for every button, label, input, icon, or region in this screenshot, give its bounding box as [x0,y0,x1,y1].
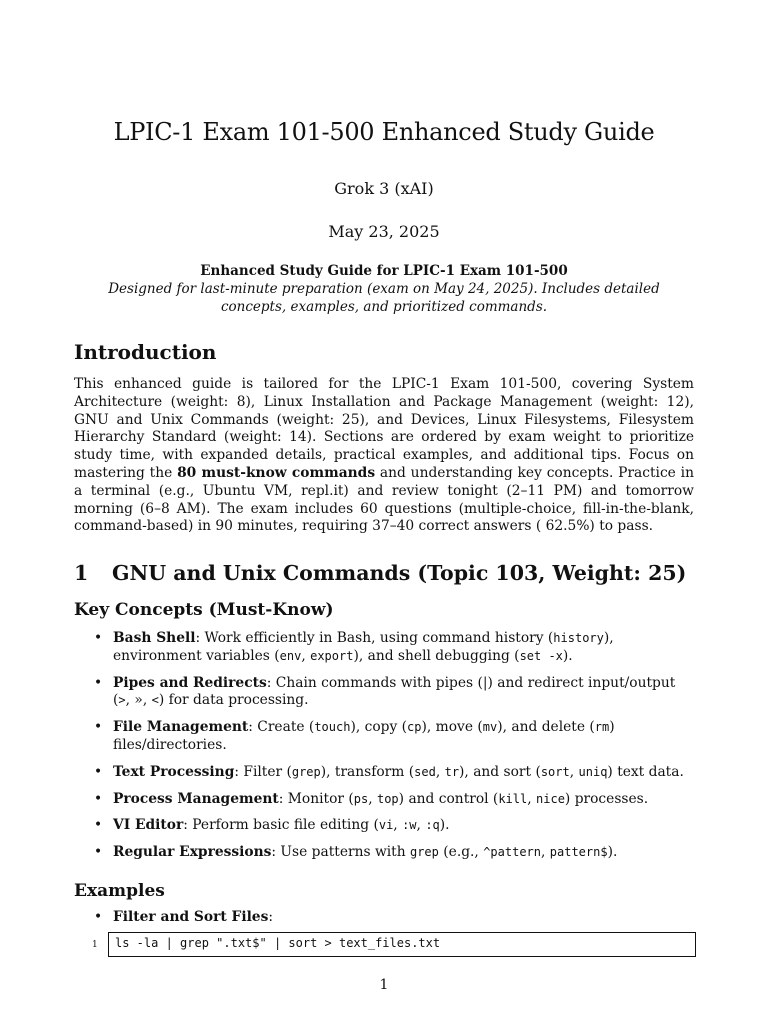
key-concept-text: : Filter ( [234,763,292,780]
inline-code: < [151,693,159,708]
section-heading [74,561,686,585]
inline-code: cp [407,720,422,735]
key-concept-text: (e.g., [438,844,484,861]
key-concept-text: , [416,817,426,834]
bullet: • [94,909,103,925]
inline-code: tr [444,764,460,779]
bullet: • [94,790,103,807]
abstract-title: Enhanced Study Guide for LPIC-1 Exam 101-500 [200,263,568,279]
abstract [74,262,694,316]
author: Grok 3 (xAI) [334,179,434,198]
key-concept-text: ). [439,817,450,834]
key-concept-text: : Create ( [248,719,315,736]
key-concept-item [74,844,694,862]
inline-code: ^pattern [483,845,541,860]
key-concept-item [74,817,694,835]
key-concept-term: File Management [113,719,249,736]
key-concept-text: : Perform basic file editing ( [183,817,379,834]
key-concept-text: , [527,790,537,807]
inline-code: touch [314,720,351,735]
key-concept-term: Pipes and Redirects [113,674,267,691]
inline-code: pattern$ [549,845,608,860]
intro-bold: 80 must-know commands [177,464,376,481]
key-concept-term: Regular Expressions [113,844,272,861]
key-concept-text: ) files/directories. [113,719,615,753]
key-concept-text: ) and control ( [398,790,499,807]
inline-code: top [376,791,399,806]
bullet: • [94,844,103,861]
document-title: LPIC-1 Exam 101-500 Enhanced Study Guide [113,118,655,146]
inline-code: :w [402,818,417,833]
key-concept-text: ), and delete ( [497,719,595,736]
key-concept-text: ), move ( [421,719,483,736]
key-concept-text: ), and sort ( [459,763,541,780]
bullet: • [94,817,103,834]
key-concept-text: : Use patterns with [271,844,410,861]
key-concept-item [74,764,694,782]
key-concept-text: ). [607,844,618,861]
key-concepts-heading: Key Concepts (Must-Know) [74,600,334,620]
key-concept-text: ). [562,647,573,664]
key-concept-term: Text Processing [113,763,235,780]
key-concept-text: ), transform ( [320,763,415,780]
inline-code: history [553,631,604,645]
example-item: • Filter and Sort Files: [94,909,274,925]
key-concept-text: ) processes. [564,790,649,807]
inline-code: vi [378,818,394,833]
key-concept-text: , [541,844,550,861]
key-concept-text: : Work efficiently in Bash, using command history ( [195,630,554,646]
inline-code: nice [536,791,565,806]
key-concept-text: , [368,790,377,807]
key-concept-term: Process Management [113,790,279,807]
intro-text-2: and understanding key concepts. Practice in a terminal (e.g., Ubuntu VM, repl.it) and review tonight (2–11 PM) and tomorrow morning (6–8 AM). The exam includes 60 questions (multiple-choice, fill-in-the-blank, command-based) in 90 minutes, requiring 37–40 correct answers ( 62.5%) to pass. [74,464,694,535]
key-concept-text: , [435,763,445,780]
key-concept-text: ) for data processing. [158,692,309,709]
inline-code: rm [594,720,610,735]
inline-code: sort [540,764,570,779]
date: May 23, 2025 [328,222,440,241]
inline-code: mv [482,720,498,735]
abstract-text: Designed for last-minute preparation (exam on May 24, 2025). Includes detailed concepts, examples, and prioritized commands. [108,281,660,315]
intro-text-1: This enhanced guide is tailored for the LPIC-1 Exam 101-500, covering System Architecture (weight: 8), Linux Installation and Package Management (weight: 12), GNU and Unix Commands (weight: 25), and Devices, Linux Filesystems, Filesystem Hierarchy Standard (weight: 14). Sections are ordered by exam weight to prioritize study time, with expanded details, practical examples, and additional tips. Focus on mastering the [74,376,694,481]
key-concept-item [74,791,694,809]
inline-code: :q [425,818,440,833]
key-concepts-list [74,630,694,871]
key-concept-text: ) text data. [607,763,684,780]
key-concept-text: ), and shell debugging ( [353,647,520,664]
code-block: ls -la | grep ".txt$" | sort > text_files.txt [108,932,696,957]
section-title: GNU and Unix Commands (Topic 103, Weight: 25) [112,561,687,585]
key-concept-item [74,719,694,755]
key-concept-item [74,675,694,711]
inline-code: export [310,648,354,663]
key-concept-term: Bash Shell [113,630,196,646]
key-concept-text: , [393,817,403,834]
key-concept-item [74,630,694,666]
inline-code: kill [498,791,528,806]
key-concept-text: , [301,647,311,664]
key-concept-text: ), copy ( [350,719,408,736]
bullet: • [94,719,103,736]
key-concept-term: VI Editor [113,817,184,834]
inline-code: ps [353,791,369,806]
section-number: 1 [74,561,89,585]
inline-code: env [279,648,302,663]
inline-code: grep [291,764,321,779]
key-concept-text: : Monitor ( [278,790,354,807]
key-concept-text: , [569,763,579,780]
code-line-number: 1 [92,940,98,950]
page-number: 1 [379,977,389,993]
introduction-heading: Introduction [74,340,217,364]
key-concept-text: ), environment variables ( [113,630,614,664]
introduction-paragraph [74,376,694,536]
examples-heading: Examples [74,881,165,901]
key-concept-text: , », [125,692,152,709]
bullet: • [94,763,103,780]
example-item-label: Filter and Sort Files [113,909,269,925]
key-concept-text: : Chain commands with pipes (|) and redirect input/output ( [113,674,676,709]
inline-code: sed [414,764,436,779]
inline-code: > [118,693,126,708]
bullet: • [94,630,103,646]
bullet: • [94,674,103,691]
inline-code: set -x [519,648,563,663]
inline-code: uniq [578,764,608,779]
inline-code: grep [409,845,439,860]
